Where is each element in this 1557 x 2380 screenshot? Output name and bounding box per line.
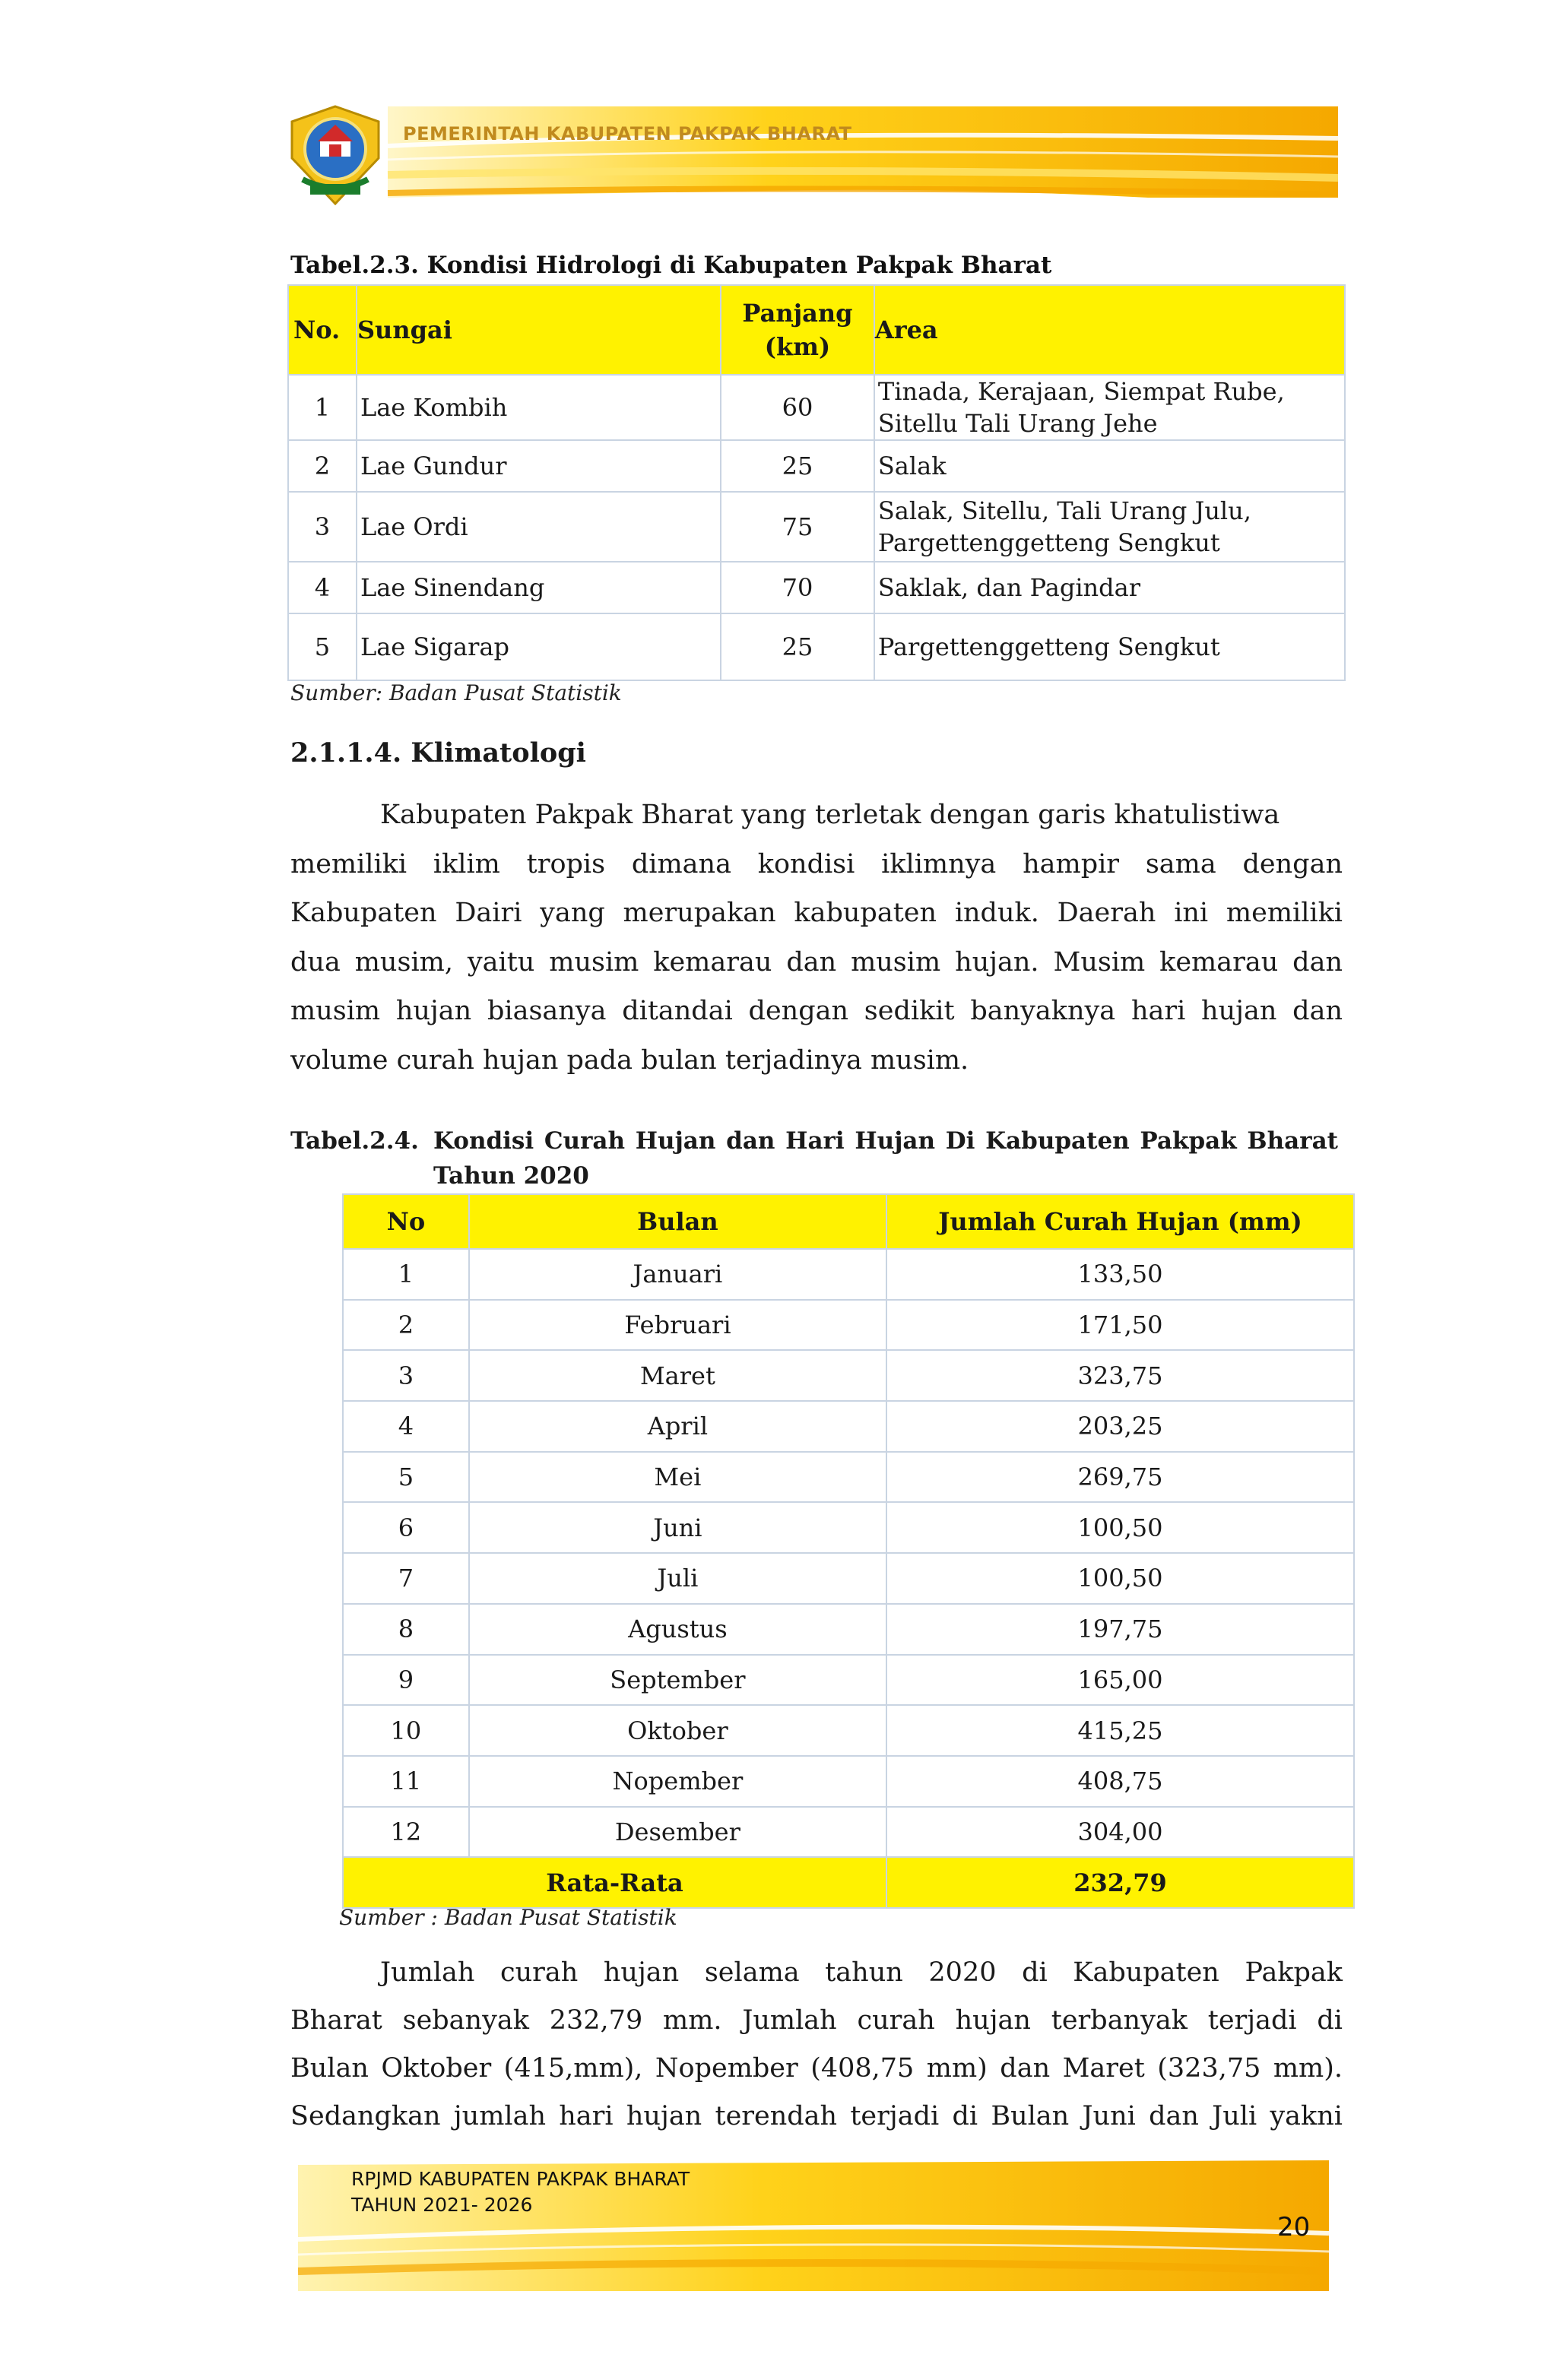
table-row: 7 Juli 100,50 xyxy=(343,1553,1354,1604)
page-header xyxy=(281,99,1338,205)
table2-caption-label: Tabel.2.4. xyxy=(290,1127,419,1155)
paragraph-line: Bharat sebanyak 232,79 mm. Jumlah curah hujan terbanyak terjadi di xyxy=(290,2005,1343,2036)
paragraph-line: Jumlah curah hujan selama tahun 2020 di Kabupaten Pakpak xyxy=(380,1957,1343,1988)
table-row: 2 Februari 171,50 xyxy=(343,1300,1354,1351)
paragraph-line: musim hujan biasanya ditandai dengan sedikit banyaknya hari hujan dan xyxy=(290,996,1343,1026)
header-banner xyxy=(281,99,1338,205)
header-jumlah: Jumlah Curah Hujan (mm) xyxy=(886,1194,1354,1249)
table1-caption: Tabel.2.3. Kondisi Hidrologi di Kabupaten Pakpak Bharat xyxy=(290,252,1052,279)
paragraph-line: Kabupaten Dairi yang merupakan kabupaten induk. Daerah ini memiliki xyxy=(290,898,1343,928)
average-value: 232,79 xyxy=(886,1857,1354,1908)
header-panjang: Panjang (km) xyxy=(721,285,874,375)
table-row: 4 Lae Sinendang 70 Saklak, dan Pagindar xyxy=(288,562,1345,613)
table-header-row xyxy=(288,285,1345,375)
table-row: 2 Lae Gundur 25 Salak xyxy=(288,440,1345,492)
table-row: 11 Nopember 408,75 xyxy=(343,1756,1354,1807)
table-row: 4 April 203,25 xyxy=(343,1401,1354,1452)
paragraph-line: dua musim, yaitu musim kemarau dan musim hujan. Musim kemarau dan xyxy=(290,946,1343,978)
header-area: Area xyxy=(874,285,1345,375)
table-row: 1 Januari 133,50 xyxy=(343,1249,1354,1300)
table-row: 9 September 165,00 xyxy=(343,1655,1354,1706)
closing-paragraph xyxy=(290,1949,1343,2141)
hydrology-table xyxy=(287,284,1346,681)
table1-source: Sumber: Badan Pusat Statistik xyxy=(290,680,622,705)
table-header-row xyxy=(343,1194,1354,1249)
table2-source: Sumber : Badan Pusat Statistik xyxy=(339,1905,677,1930)
table2-caption xyxy=(290,1123,1343,1193)
average-row xyxy=(343,1857,1354,1908)
climatology-paragraph xyxy=(290,791,1343,1085)
average-label: Rata-Rata xyxy=(343,1857,886,1908)
table-row: 3 Lae Ordi 75 Salak, Sitellu, Tali Urang Julu, Pargettenggetteng Sengkut xyxy=(288,492,1345,562)
header-no: No xyxy=(343,1194,469,1249)
header-title: PEMERINTAH KABUPATEN PAKPAK BHARAT xyxy=(403,123,852,144)
rainfall-table xyxy=(342,1193,1355,1909)
header-bulan: Bulan xyxy=(469,1194,886,1249)
table-row: 1 Lae Kombih 60 Tinada, Kerajaan, Siempat Rube, Sitellu Tali Urang Jehe xyxy=(288,375,1345,440)
paragraph-line: Sedangkan jumlah hari hujan terendah terjadi di Bulan Juni dan Juli yakni xyxy=(290,2101,1343,2131)
table-row: 8 Agustus 197,75 xyxy=(343,1604,1354,1655)
header-sungai: Sungai xyxy=(357,285,721,375)
table-row: 6 Juni 100,50 xyxy=(343,1502,1354,1553)
regency-logo-icon xyxy=(287,105,383,205)
paragraph-line: Bulan Oktober (415,mm), Nopember (408,75 mm) dan Maret (323,75 mm). xyxy=(290,2053,1343,2084)
page-number: 20 xyxy=(1277,2212,1311,2242)
paragraph-line: volume curah hujan pada bulan terjadinya musim. xyxy=(290,1044,969,1076)
table2-caption-text: Kondisi Curah Hujan dan Hari Hujan Di Kabupaten Pakpak Bharat Tahun 2020 xyxy=(433,1127,1338,1190)
paragraph-line: memiliki iklim tropis dimana kondisi iklimnya hampir sama dengan xyxy=(290,848,1343,879)
table-row: 5 Mei 269,75 xyxy=(343,1452,1354,1503)
table-row: 10 Oktober 415,25 xyxy=(343,1705,1354,1756)
table-row: 3 Maret 323,75 xyxy=(343,1350,1354,1401)
table-row: 12 Desember 304,00 xyxy=(343,1807,1354,1858)
footer-line-2: TAHUN 2021- 2026 xyxy=(351,2194,533,2216)
header-no: No. xyxy=(288,285,357,375)
footer-line-1: RPJMD KABUPATEN PAKPAK BHARAT xyxy=(351,2168,690,2190)
section-heading: 2.1.1.4. Klimatologi xyxy=(290,737,586,769)
table-row: 5 Lae Sigarap 25 Pargettenggetteng Sengkut xyxy=(288,613,1345,680)
paragraph-line: Kabupaten Pakpak Bharat yang terletak dengan garis khatulistiwa xyxy=(380,800,1280,830)
